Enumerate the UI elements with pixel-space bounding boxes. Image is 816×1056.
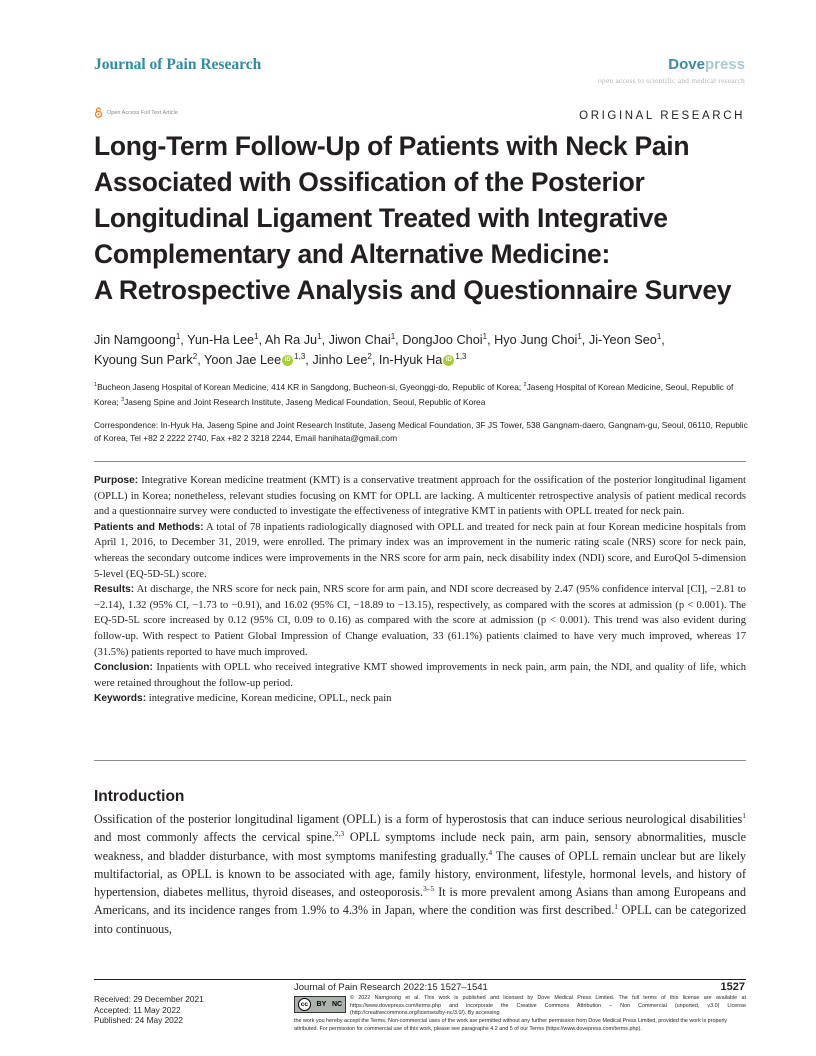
author-list <box>94 330 754 370</box>
footer-rule <box>94 979 746 980</box>
reference-link[interactable]: 2,3 <box>334 829 345 839</box>
author-name[interactable]: Yun-Ha Lee <box>187 333 255 347</box>
open-access-label: Open Access Full Text Article <box>107 109 178 116</box>
correspondence: Correspondence: In-Hyuk Ha, Jaseng Spine and Joint Research Institute, Jaseng Medical Foundation, 3F JS Tower, 538 Gangnam-daero, Gangnam-gu, Seoul, 06110, Republic of Korea, Tel +82 2 2222 2740, Fax +82 2 3218 2244, Email hanihata@gmail.com <box>94 420 748 443</box>
author-name[interactable]: DongJoo Choi <box>402 333 483 347</box>
abstract-bottom-rule <box>94 760 746 761</box>
orcid-icon[interactable]: iD <box>443 355 454 366</box>
license-text-continued: the work you hereby accept the Terms. Non-commercial uses of the work are permitted without any further permission from Dove Medical Press Limited, provided the work is properly attributed. For permission for commercial use of this work, please see paragraphs 4.2 and 5 of our Terms (https://www.dovepress.com/terms.php). <box>294 1018 728 1032</box>
publisher-tagline: open access to scientific and medical research <box>597 76 745 85</box>
page-number: 1527 <box>720 981 745 993</box>
title-line: Associated with Ossification of the Posterior <box>94 167 645 197</box>
reference-link[interactable]: 1 <box>614 902 618 912</box>
abstract-results: Results: At discharge, the NRS score for neck pain, NRS score for arm pain, and NDI score decreased by 2.47 (95% confidence interval [CI], −2.81 to −2.14), 1.32 (95% CI, −1.73 to −0.91), and 16.02 (95% CI, −18.89 to −13.15), respectively, as compared with the scores at admission (p < 0.001). The EQ-5D-5L score increased by 0.12 (95% CI, 0.09 to 0.16) as compared with the score at admission (p < 0.001). This trend was also evident during follow-up. With respect to Patient Global Impression of Change evaluation, 33 (61.1%) patients claimed to have very much improved, whereas 17 (31.5%) patients reported to have much improved. <box>94 584 746 658</box>
accepted-date: Accepted: 11 May 2022 <box>94 1004 181 1015</box>
title-line: Complementary and Alternative Medicine: <box>94 239 610 269</box>
author-affiliation-sup: 1,3 <box>455 351 467 361</box>
author-name[interactable]: Jinho Lee <box>312 353 368 367</box>
cc-nc-label: NC <box>331 1001 343 1008</box>
reference-link[interactable]: 3–5 <box>423 884 435 894</box>
introduction-paragraph: Ossification of the posterior longitudinal ligament (OPLL) is a form of hyperostosis that can induce serious neurological disabilities$^1$ and most commonly affects the cervical spine.$^{2,3}$ OPLL symptoms include neck pain, arm pain, sensory abnormalities, muscle weakness, and bladder disturbance, with most symptoms manifesting gradually.$^4$ The causes of OPLL remain unclear but are likely multifactorial, as OPLL is known to be associated with age, family history, environment, lifestyle, hormonal levels, and history of hypertension, diabetes mellitus, thyroid diseases, and osteoporosis.$^{3-5}$ It is more prevalent among Asians than among Europeans and Americans, and its incidence ranges from 1.9% to 4.3% in Japan, where the condition was first described.$^1$ OPLL can be categorized into continuous, <box>94 810 747 936</box>
author-affiliation-sup: 1 <box>254 331 259 341</box>
article-dates <box>94 994 204 1026</box>
abstract-top-rule <box>94 461 746 462</box>
title-line: A Retrospective Analysis and Questionnaire Survey <box>94 275 732 305</box>
reference-link[interactable]: 4 <box>488 847 493 857</box>
author-affiliation-sup: 2 <box>367 351 372 361</box>
author-affiliation-sup: 1 <box>577 331 582 341</box>
journal-name[interactable]: Journal of Pain Research <box>94 56 262 73</box>
author-affiliation-sup: 1 <box>317 331 322 341</box>
author-affiliation-sup: 1 <box>482 331 488 341</box>
open-access-lock-icon <box>94 107 103 118</box>
publisher-brand[interactable] <box>598 56 745 85</box>
orcid-icon[interactable]: iD <box>282 355 293 366</box>
title-line: Long-Term Follow-Up of Patients with Neck Pain <box>94 131 690 161</box>
abstract-purpose: Purpose: Integrative Korean medicine treatment (KMT) is a conservative treatment approach for the ossification of the posterior longitudinal ligament (OPLL) in Korea; nonetheless, relevant studies focusing on KMT for OPLL are lacking. A multicenter retrospective analysis of patient medical records and a questionnaire survey were conducted to investigate the effectiveness of integrative KMT in patients with OPLL treated for neck pain. <box>94 475 746 518</box>
author-affiliation-sup: 1,3 <box>294 351 306 361</box>
cc-by-label: BY <box>316 1001 327 1008</box>
author-name[interactable]: Hyo Jung Choi <box>494 333 578 347</box>
license-text: © 2022 Namgoong et al. This work is published and licensed by Dove Medical Press Limited. The full terms of this license are available at https://www.dovepress.com/terms.php and incorporate the Creative Commons Attribution – Non Commercial (unported, v3.0) License (http://creativecommons.org/licenses/by-nc/3.0/). By accessing <box>350 995 746 1017</box>
creative-commons-icon[interactable] <box>294 996 346 1013</box>
affiliations: $^1$Bucheon Jaseng Hospital of Korean Medicine, 414 KR in Sangdong, Bucheon-si, Gyeonggi-do, Republic of Korea; $^2$Jaseng Hospital of Korean Medicine, Seoul, Republic of Korea; $^3$Jaseng Spine and Joint Research Institute, Jaseng Medical Foundation, Seoul, Republic of Korea <box>94 381 734 407</box>
open-access-badge <box>94 107 178 118</box>
article-title <box>94 128 754 308</box>
author-affiliation-sup: 1 <box>175 331 181 341</box>
article-type: ORIGINAL RESEARCH <box>579 110 745 122</box>
abstract <box>94 473 746 707</box>
received-date: Received: 29 December 2021 <box>94 994 204 1004</box>
author-name[interactable]: Yoon Jae Lee <box>204 353 282 367</box>
abstract-keywords: Keywords: integrative medicine, Korean medicine, OPLL, neck pain <box>94 693 392 705</box>
author-name[interactable]: Ah Ra Ju <box>264 333 318 347</box>
author-name[interactable]: In-Hyuk Ha <box>378 353 443 367</box>
author-line: Jin Namgoong$^1$, Yun-Ha Lee$^1$, Ah Ra Ju$^1$, Jiwon Chai$^1$, DongJoo Choi$^1$, Hyo Jung Choi$^1$, Ji-Yeon Seo$^1$, <box>94 331 665 347</box>
author-line: Kyoung Sun Park$^2$, Yoon Jae Lee iD $^{1,3}$, Jinho Lee$^2$, In-Hyuk Ha iD $^{1,3}$ <box>94 351 467 367</box>
publisher-logo: Dovepress <box>668 56 745 73</box>
author-name[interactable]: Ji-Yeon Seo <box>588 333 657 347</box>
title-line: Longitudinal Ligament Treated with Integrative <box>94 203 668 233</box>
author-affiliation-sup: 1 <box>390 331 396 341</box>
author-name[interactable]: Jiwon Chai <box>328 333 391 347</box>
abstract-methods: Patients and Methods: A total of 78 inpatients radiologically diagnosed with OPLL and treated for neck pain at four Korean medicine hospitals from April 1, 2016, to December 31, 2019, were enrolled. The primary index was an improvement in the numeric rating scale (NRS) score for neck pain, whereas the secondary outcome indices were improvements in the NRS score for arm pain, neck disability index (NDI) score, and EuroQol 5-dimension 5-level (EQ-5D-5L) score. <box>94 521 746 580</box>
abstract-conclusion: Conclusion: Inpatients with OPLL who received integrative KMT showed improvements in neck pain, arm pain, the NDI, and quality of life, which were retained throughout the follow-up period. <box>94 662 746 689</box>
author-name[interactable]: Jin Namgoong <box>94 333 176 347</box>
introduction-heading: Introduction <box>94 788 185 805</box>
published-date: Published: 24 May 2022 <box>94 1015 184 1026</box>
cc-icon: cc <box>298 998 311 1011</box>
footer-journal-citation[interactable]: Journal of Pain Research 2022:15 1527–1541 <box>294 982 488 993</box>
author-affiliation-sup: 2 <box>192 351 198 361</box>
author-name[interactable]: Kyoung Sun Park <box>94 353 193 367</box>
reference-link[interactable]: 1 <box>742 810 746 820</box>
author-affiliation-sup: 1 <box>656 331 662 341</box>
